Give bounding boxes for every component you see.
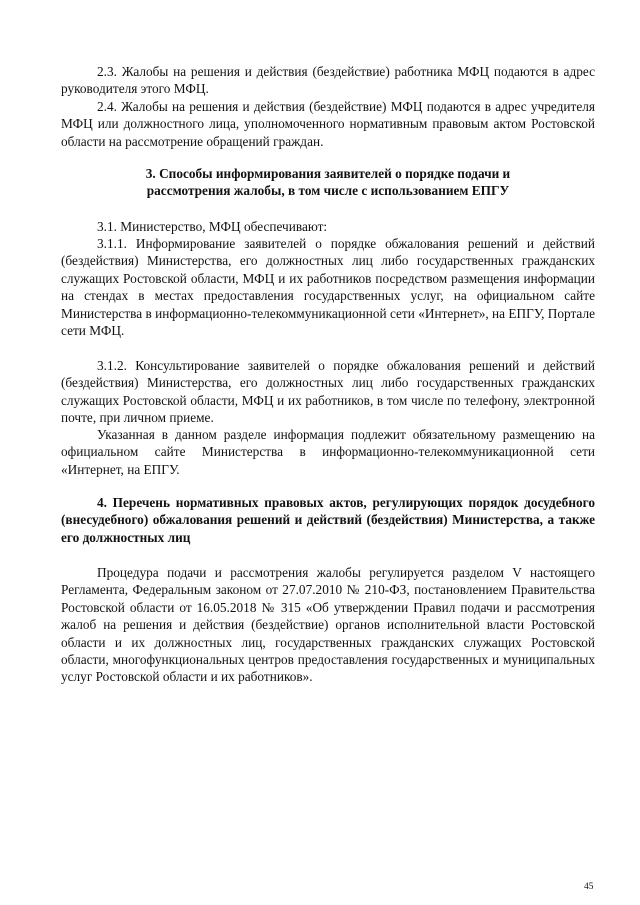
paragraph-3-1-1: 3.1.1. Информирование заявителей о порядке обжалования решений и действий (бездействия) Министерства, его должностных лиц либо государственных гражданских служащих Ростовской области, МФЦ и их работников посредством размещения информации на стендах в местах предоставления государственных услуг, на официальном сайте Министерства в информационно-телекоммуникационной сети «Интернет», на ЕПГУ, Портале сети МФЦ. — [61, 236, 595, 339]
paragraph-2-4: 2.4. Жалобы на решения и действия (бездействие) МФЦ подаются в адрес учредителя МФЦ или должностного лица, уполномоченного нормативным правовым актом Ростовской области на рассмотрение обращений граждан. — [61, 99, 595, 149]
paragraph-3-1: 3.1. Министерство, МФЦ обеспечивают: — [97, 219, 328, 234]
page-number: 45 — [584, 882, 594, 892]
section-3-heading-line-2: рассмотрения жалобы, в том числе с использованием ЕПГУ — [146, 183, 510, 198]
paragraph-2-3: 2.3. Жалобы на решения и действия (бездействие) работника МФЦ подаются в адрес руководителя этого МФЦ. — [61, 64, 595, 97]
section-4-heading: 4. Перечень нормативных правовых актов, регулирующих порядок досудебного (внесудебного) обжалования решений и действий (бездействия) Министерства, а также его должностных лиц — [61, 495, 595, 545]
section-3-heading-line-1: 3. Способы информирования заявителей о порядке подачи и — [145, 166, 511, 181]
paragraph-3-1-2: 3.1.2. Консультирование заявителей о порядке обжалования решений и действий (бездействия) Министерства, его должностных лиц либо государственных гражданских служащих Ростовской области, МФЦ и их работников, в том числе по телефону, электронной почте, при личном приеме. — [61, 358, 595, 426]
paragraph-4: Процедура подачи и рассмотрения жалобы регулируется разделом V настоящего Регламента, Федеральным законом от 27.07.2010 № 210-ФЗ, постановлением Правительства Ростовской области от 16.05.2018 № 315 «Об утверждении Правил подачи и рассмотрения жалоб на решения и действия (бездействие) органов исполнительной власти Ростовской области и их должностных лиц, государственных гражданских служащих Ростовской области, многофункциональных центров предоставления государственных и муниципальных услуг Ростовской области и их работников». — [61, 565, 595, 685]
paragraph-note: Указанная в данном разделе информация подлежит обязательному размещению на официальном сайте Министерства в информационно-телекоммуникационной сети «Интернет, на ЕПГУ. — [61, 427, 595, 477]
